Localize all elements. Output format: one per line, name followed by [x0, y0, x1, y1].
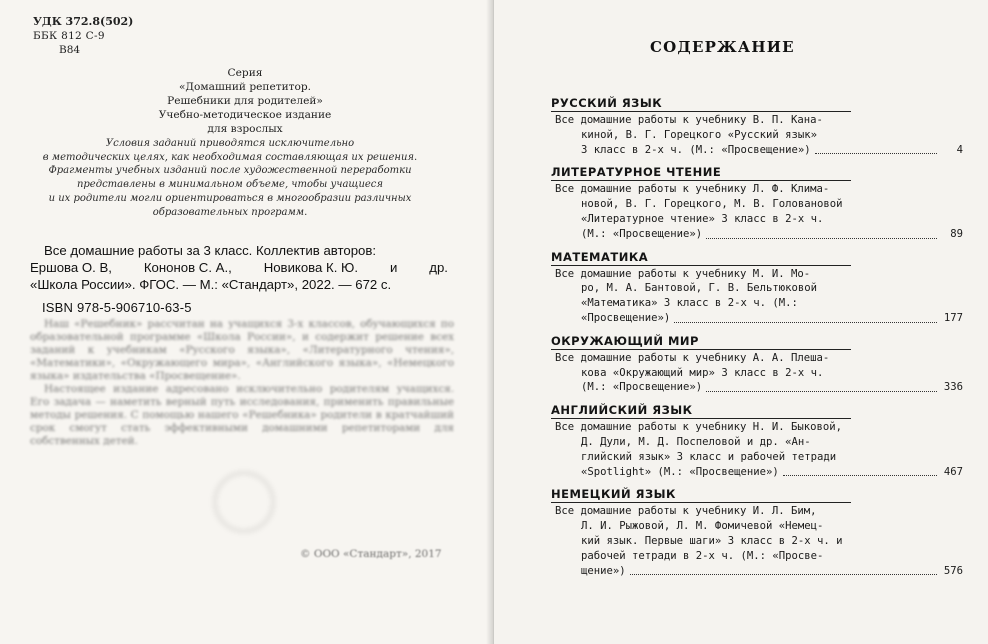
toc-entry — [551, 113, 963, 157]
author-mark: В84 — [59, 44, 81, 56]
toc-entry-line: щение») — [581, 564, 626, 577]
toc-page-number: 336 — [943, 381, 963, 394]
toc-entry-last-line — [551, 380, 963, 395]
toc-section-heading: РУССКИЙ ЯЗЫК — [551, 96, 851, 112]
bib-line-authors — [30, 259, 448, 276]
series-block — [130, 66, 360, 136]
udk-code: УДК 372.8(502) — [33, 15, 134, 28]
toc-title: СОДЕРЖАНИЕ — [650, 38, 795, 56]
bib-author: Ершова О. В, — [30, 260, 112, 275]
toc-section-heading: НЕМЕЦКИЙ ЯЗЫК — [551, 487, 851, 503]
bib-conjunction: и — [389, 260, 398, 275]
toc-entry-line: ро, М. А. Бантовой, Г. В. Бельтюковой — [581, 282, 817, 295]
toc-entry-line: 3 класс в 2-х ч. (М.: «Просвещение») — [581, 143, 811, 156]
note-line: и их родители могли ориентироваться в многообразии различных — [48, 192, 412, 204]
toc-entry-last-line — [551, 465, 963, 480]
copyright: © ООО «Стандарт», 2017 — [300, 548, 442, 560]
bleed-through-mark — [212, 470, 276, 534]
series-line: Учебно-методическое издание — [158, 109, 332, 121]
dot-leader — [706, 238, 937, 239]
bib-etal: др. — [429, 260, 448, 275]
toc-entry-line: Все домашние работы к учебнику И. Л. Бим, — [555, 505, 817, 518]
series-line: для взрослых — [207, 123, 283, 135]
toc-section-heading: МАТЕМАТИКА — [551, 250, 851, 266]
note-line: в методических целях, как необходимая составляющая их решения. — [42, 151, 418, 163]
dot-leader — [783, 475, 937, 476]
toc-section-heading: ОКРУЖАЮЩИЙ МИР — [551, 334, 851, 350]
toc-entry-line: Все домашние работы к учебнику М. И. Мо- — [555, 267, 811, 280]
toc-section — [551, 165, 963, 241]
toc-entry-last-line — [551, 311, 963, 326]
toc-entry-line: новой, В. Г. Горецкого, М. В. Головановой — [581, 198, 843, 211]
toc-entry — [551, 182, 963, 241]
note-line: представлены в минимальном объеме, чтобы учащиеся — [76, 179, 384, 191]
bib-line-title: Все домашние работы за 3 класс. Коллектив авторов: — [44, 243, 377, 258]
toc-page-number: 89 — [950, 227, 963, 240]
toc-entry-line: глийский язык» 3 класс и рабочей тетради — [581, 450, 837, 463]
toc-section — [551, 96, 963, 157]
toc-entry — [551, 420, 963, 479]
toc-entry-line: Все домашние работы к учебнику Н. И. Быковой, — [555, 421, 843, 434]
toc-entry-line: «Spotlight» (М.: «Просвещение») — [581, 465, 779, 478]
toc-entry-line: «Литературное чтение» 3 класс в 2-х ч. — [581, 212, 824, 225]
bbk-code: ББК 812 С-9 — [33, 30, 105, 42]
catalog-codes — [33, 15, 133, 57]
toc-entry-line: Все домашние работы к учебнику Л. Ф. Клима- — [555, 183, 830, 196]
toc-section — [551, 250, 963, 326]
toc-entry-last-line — [551, 143, 963, 158]
toc-section — [551, 487, 963, 578]
toc-entry-line: «Просвещение») — [581, 311, 671, 324]
toc-entry-line: рабочей тетради в 2-х ч. (М.: «Просве- — [581, 549, 824, 562]
toc-page-number: 177 — [943, 311, 963, 324]
series-line: Серия — [227, 67, 263, 79]
toc-page-number: 4 — [956, 143, 963, 156]
toc-section — [551, 334, 963, 395]
toc-entry-line: (М.: «Просвещение») — [581, 227, 703, 240]
toc-entry — [551, 504, 963, 578]
dot-leader — [706, 391, 937, 392]
toc-entry-line: Л. И. Рыжовой, Л. М. Фомичевой «Немец- — [581, 520, 824, 533]
bib-line-publisher: «Школа России». ФГОС. — М.: «Стандарт», 2022. — 672 с. — [30, 277, 392, 292]
toc-entry-line: «Математика» 3 класс в 2-х ч. (М.: — [581, 297, 798, 310]
toc-entry-line: (М.: «Просвещение») — [581, 381, 703, 394]
toc-entry — [551, 351, 963, 395]
toc-entry-line: киной, В. Г. Горецкого «Русский язык» — [581, 128, 817, 141]
dot-leader — [674, 322, 937, 323]
toc-page-number: 467 — [943, 465, 963, 478]
note-line: Условия заданий приводятся исключительно — [105, 138, 355, 149]
toc-section-heading: АНГЛИЙСКИЙ ЯЗЫК — [551, 403, 851, 419]
toc-entry-line: кова «Окружающий мир» 3 класс в 2-х ч. — [581, 366, 824, 379]
note-line: Фрагменты учебных изданий после художественной переработки — [48, 165, 412, 177]
series-line: «Домашний репетитор. — [178, 81, 312, 93]
toc-entry-line: кий язык. Первые шаги» 3 класс в 2-х ч. и — [581, 534, 843, 547]
toc-section-heading: ЛИТЕРАТУРНОЕ ЧТЕНИЕ — [551, 165, 851, 181]
dot-leader — [630, 574, 937, 575]
bib-author: Кононов С. А., — [143, 260, 232, 275]
isbn: ISBN 978-5-906710-63-5 — [42, 300, 192, 315]
toc-entry-line: Все домашние работы к учебнику А. А. Плеша- — [555, 351, 830, 364]
table-of-contents — [551, 96, 963, 586]
annotation-paragraph: Наш «Решебник» рассчитан на учащихся 3-х классов, обучающихся по образовательной программе «Школа России», и содержит решение всех заданий к учебникам «Русского языка», «Литературного чтения», «Математики», «Окружающего мира», «Английского языка», «Немецкого языка» издательства «Просвещение». — [30, 318, 454, 382]
toc-entry — [551, 267, 963, 326]
toc-page-number: 576 — [943, 564, 963, 577]
bibliographic-record — [30, 242, 448, 293]
dot-leader — [815, 153, 937, 154]
series-line: Решебники для родителей» — [167, 95, 323, 107]
note-line: образовательных программ. — [152, 206, 308, 218]
toc-section — [551, 403, 963, 479]
bib-author: Новикова К. Ю. — [263, 260, 359, 275]
disclaimer-note — [30, 137, 430, 219]
toc-entry-last-line — [551, 227, 963, 242]
annotation-paragraph: Настоящее издание адресовано исключительно родителям учащихся. Его задача — наметить верный путь исследования, применить правильные методы решения. С помощью нашего «Решебника» родители в кратчайший срок смогут стать эффективными домашними репетиторами для собственных детей. — [30, 383, 454, 447]
annotation — [30, 318, 454, 448]
toc-entry-last-line — [551, 564, 963, 579]
toc-entry-line: Все домашние работы к учебнику В. П. Кана- — [555, 114, 823, 126]
toc-entry-line: Д. Дули, М. Д. Поспеловой и др. «Ан- — [581, 435, 811, 448]
